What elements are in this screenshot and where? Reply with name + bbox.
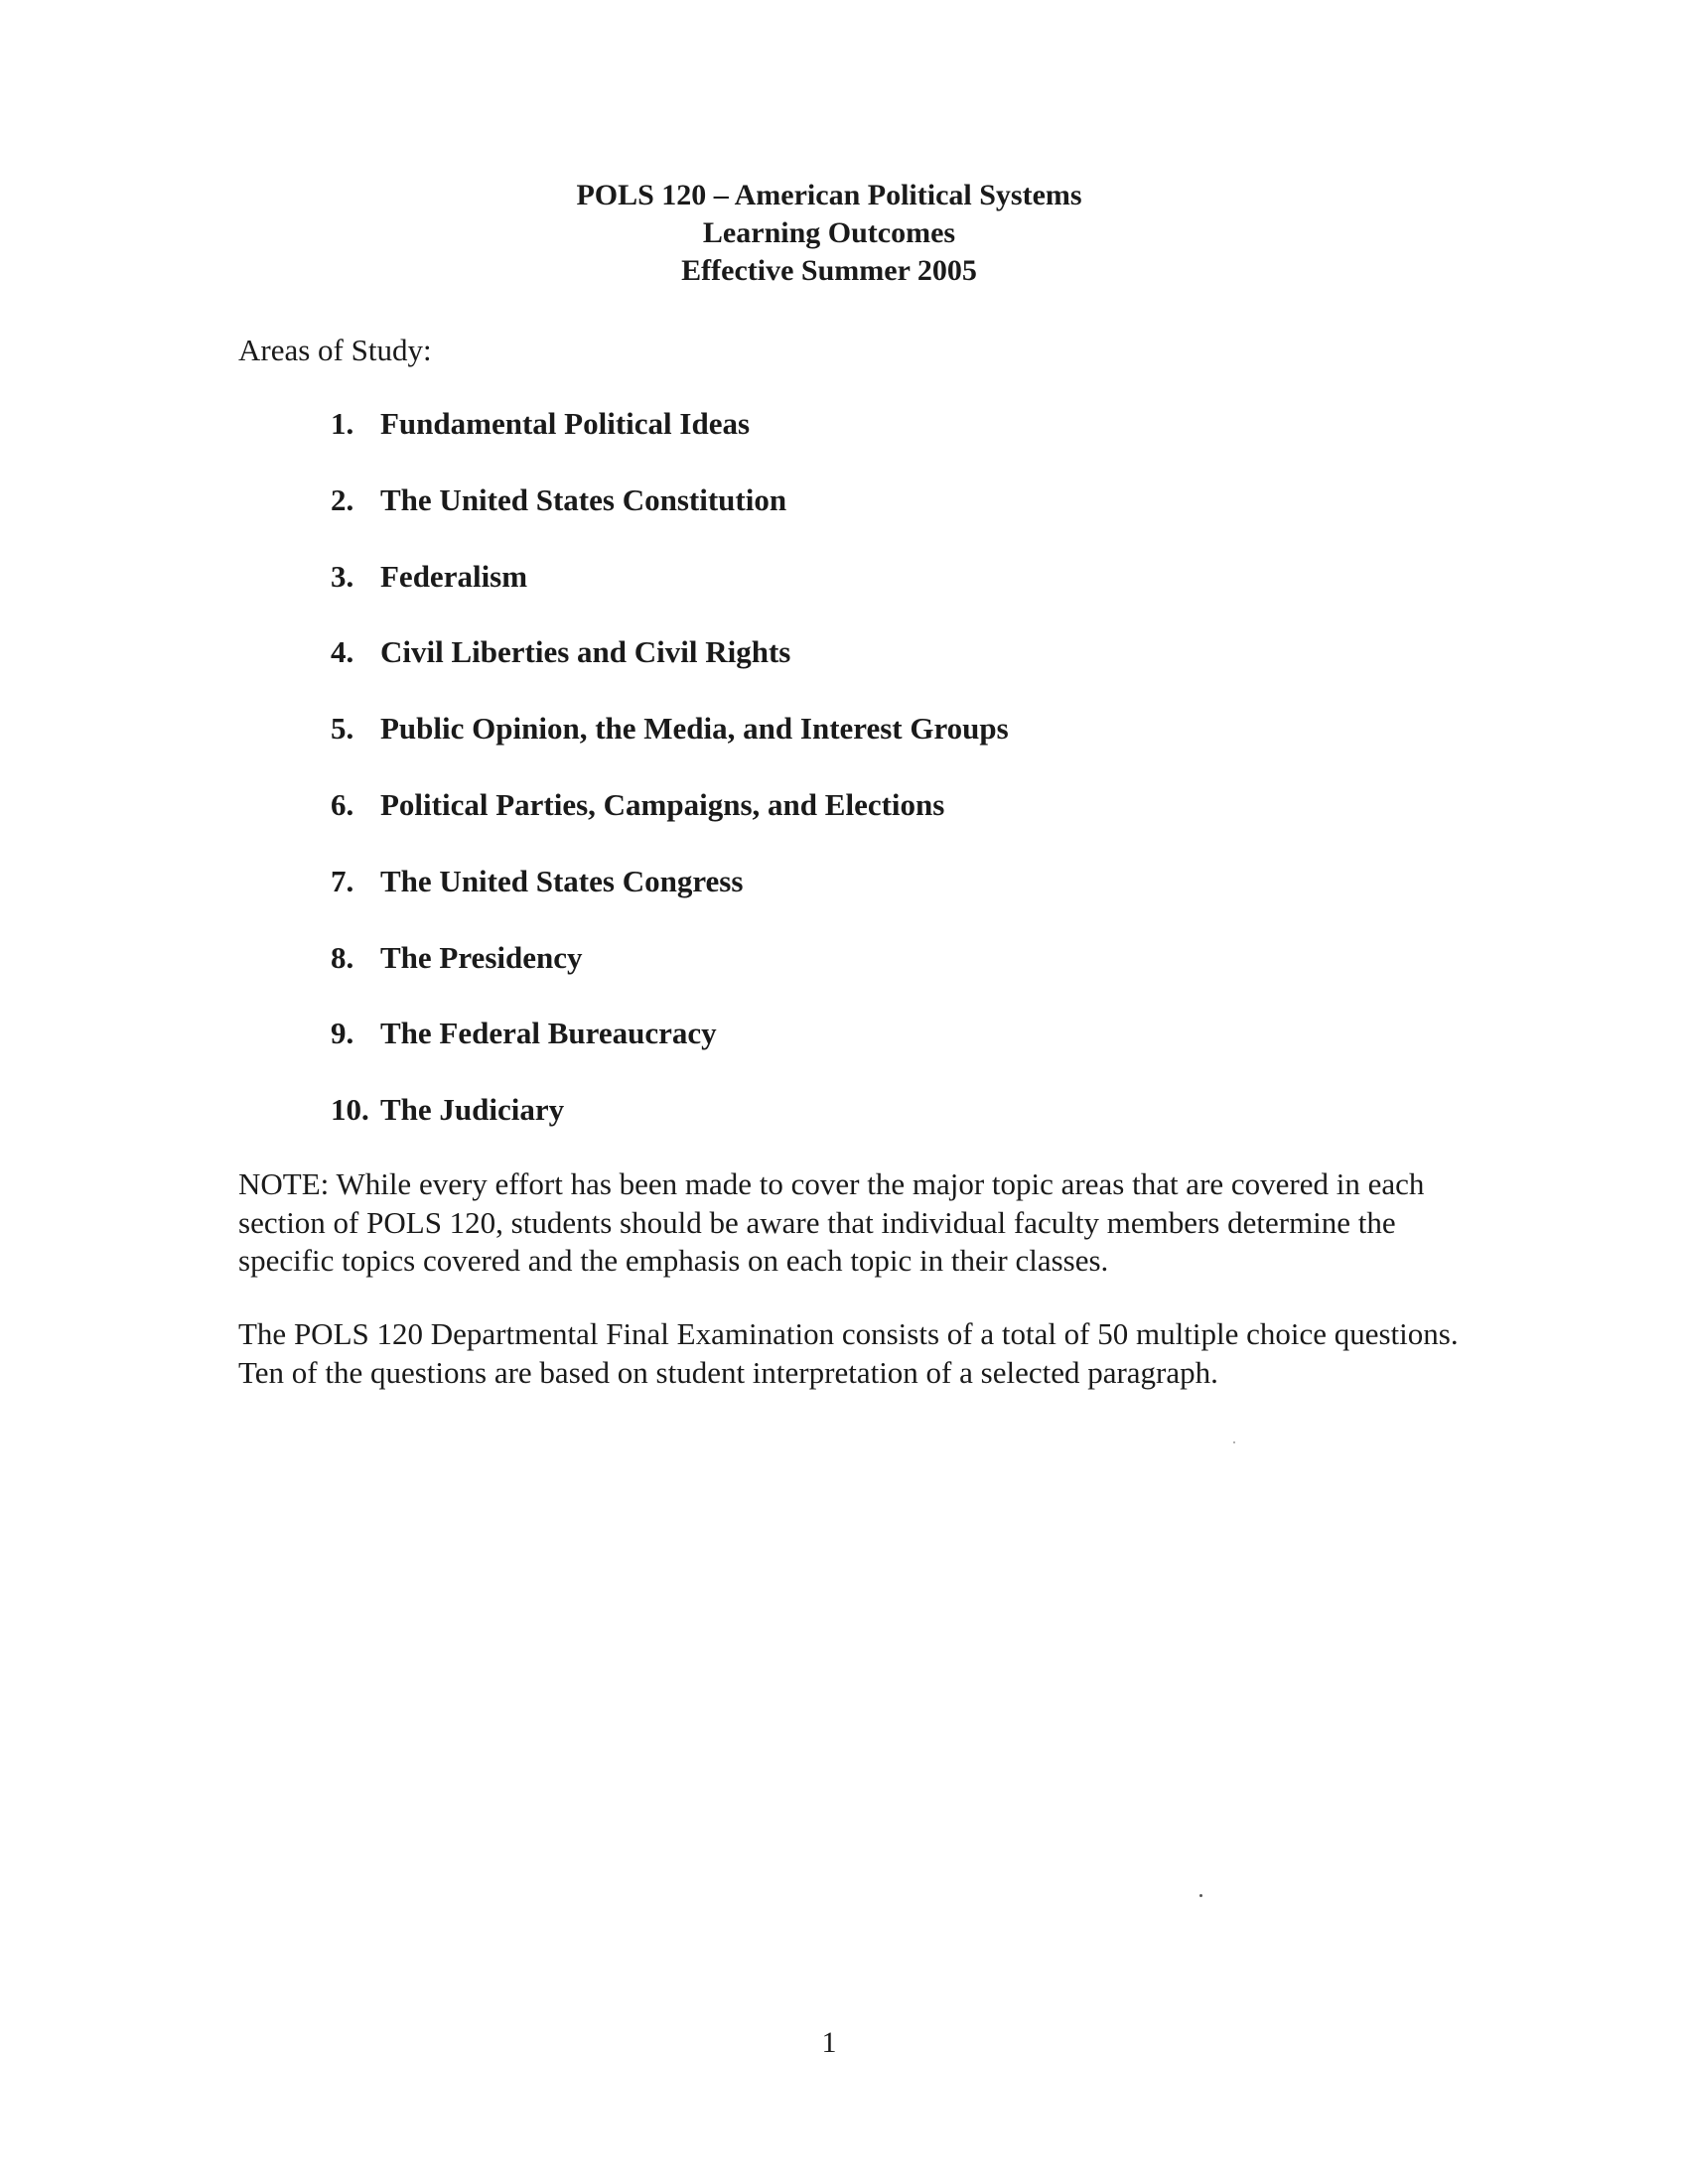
item-number: 8. (331, 939, 354, 975)
list-item (331, 1015, 1009, 1091)
item-label: Political Parties, Campaigns, and Elections (380, 786, 945, 822)
item-number: 9. (331, 1016, 354, 1051)
list-item (331, 481, 1009, 558)
item-number: 10. (331, 1092, 369, 1128)
item-number: 2. (331, 481, 354, 517)
effective-date: Effective Summer 2005 (681, 254, 977, 287)
list-item (331, 786, 1009, 863)
item-label: The Judiciary (380, 1092, 565, 1128)
item-label: Public Opinion, the Media, and Interest Groups (380, 711, 1009, 747)
scan-speck (1233, 1441, 1235, 1443)
item-label: The Presidency (380, 939, 583, 975)
page-number: 1 (821, 2026, 837, 2059)
areas-of-study-list (331, 405, 1009, 1167)
item-number: 4. (331, 634, 354, 670)
list-item (331, 1091, 1009, 1167)
list-item (331, 558, 1009, 634)
item-number: 1. (331, 406, 354, 441)
item-label: Fundamental Political Ideas (380, 406, 751, 441)
item-label: The Federal Bureaucracy (380, 1016, 717, 1051)
item-number: 3. (331, 558, 354, 594)
item-label: Civil Liberties and Civil Rights (380, 634, 791, 670)
item-number: 7. (331, 863, 354, 898)
course-title: POLS 120 – American Political Systems (576, 179, 1082, 211)
document-subtitle: Learning Outcomes (702, 216, 956, 249)
list-item (331, 863, 1009, 939)
list-item (331, 405, 1009, 481)
list-item (331, 710, 1009, 786)
item-number: 6. (331, 786, 354, 822)
exam-info-paragraph: The POLS 120 Departmental Final Examination consists of a total of 50 multiple choice questions. Ten of the questions are based on student interpretation of a selected paragraph. (238, 1316, 1459, 1390)
note-paragraph: NOTE: While every effort has been made to cover the major topic areas that are covered in each section of POLS 120, students should be aware that individual faculty members determine the specific topics covered and the emphasis on each topic in their classes. (238, 1166, 1425, 1278)
item-label: The United States Constitution (380, 481, 787, 517)
document-title (0, 177, 1658, 290)
scan-speck (1199, 1894, 1202, 1897)
item-number: 5. (331, 711, 354, 747)
list-item (331, 633, 1009, 710)
item-label: Federalism (380, 558, 528, 594)
list-item (331, 939, 1009, 1016)
item-label: The United States Congress (380, 863, 744, 898)
areas-of-study-heading: Areas of Study: (238, 333, 432, 367)
